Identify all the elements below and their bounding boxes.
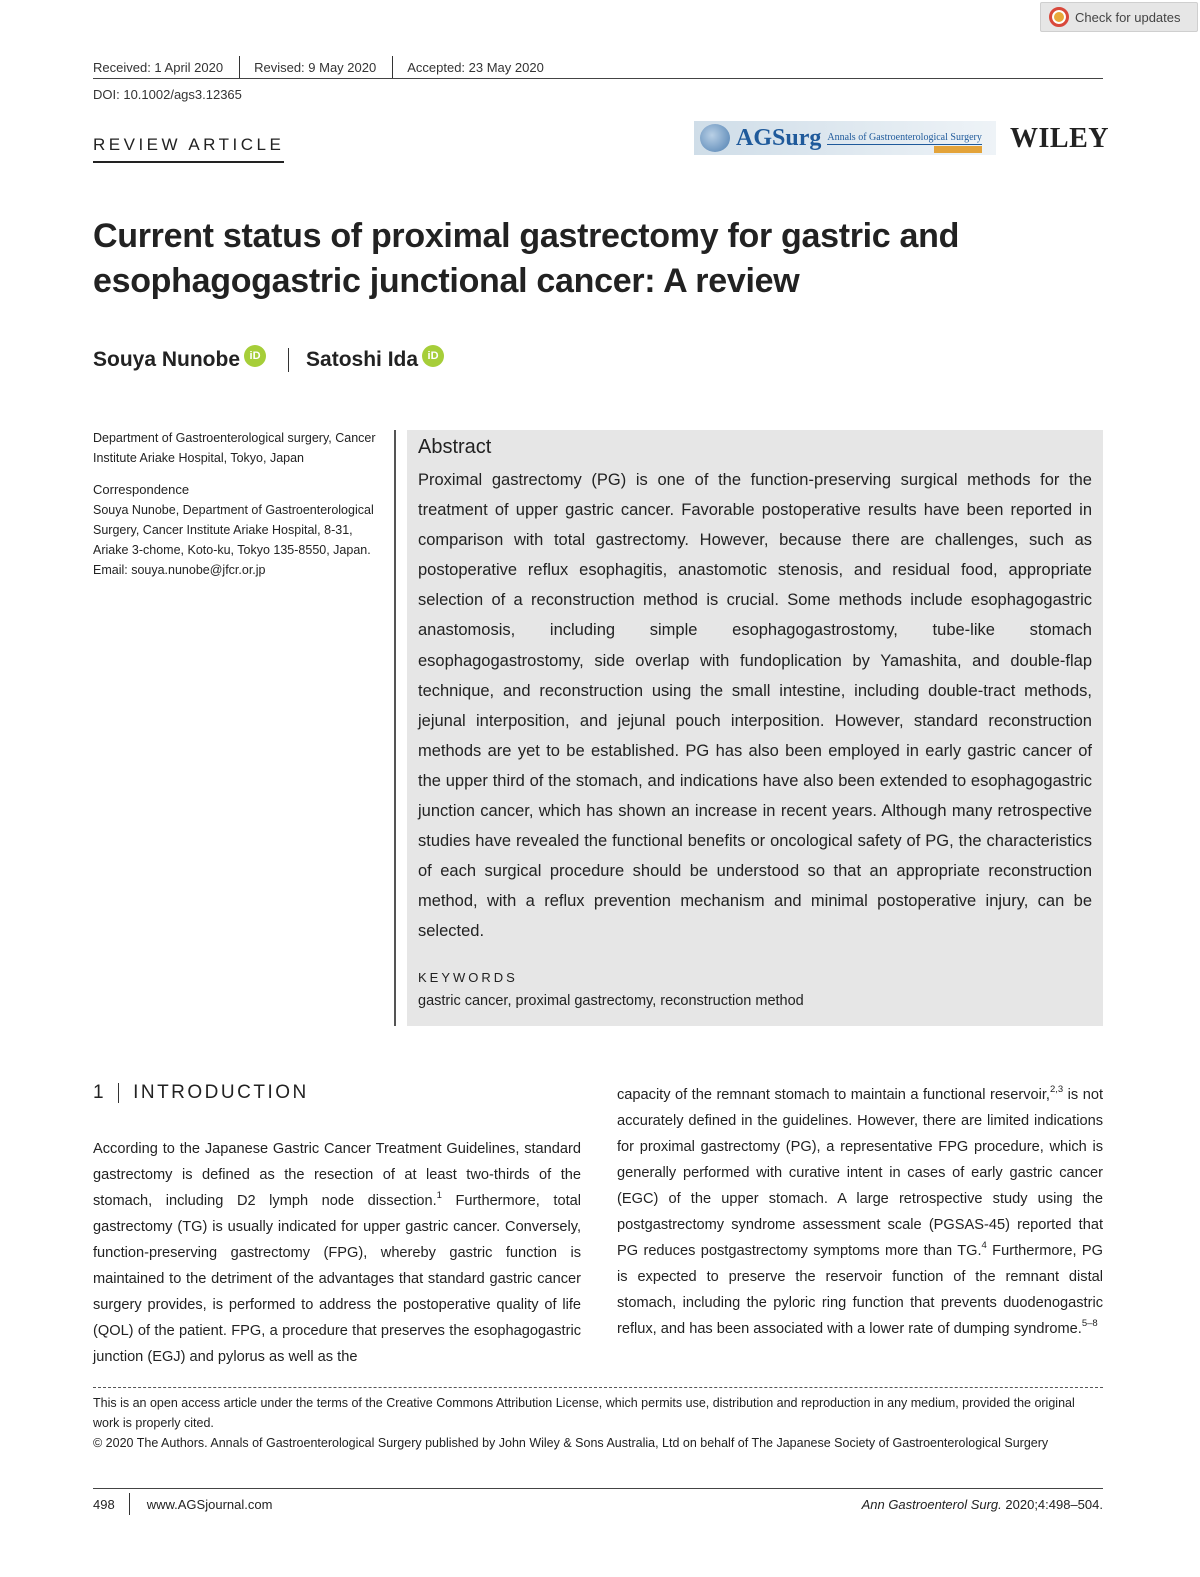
logo-accent-bar xyxy=(934,146,982,153)
body-text: According to the Japanese Gastric Cancer Treatment Guidelines, standard gastrectomy is defined as the resection of at least two-thirds of the stomach, including D2 lymph node dissection. xyxy=(93,1141,581,1209)
abstract-panel xyxy=(407,430,1103,1026)
citation-volume: 2020;4:498–504. xyxy=(1001,1496,1103,1512)
divider xyxy=(129,1493,130,1515)
divider xyxy=(392,56,393,78)
check-for-updates-label: Check for updates xyxy=(1075,9,1181,25)
intro-right-column xyxy=(617,1082,1103,1342)
license-text: This is an open access article under the terms of the Creative Commons Attribution License, which permits use, distribution and reproduction in any medium, provided the original work is properly cited. xyxy=(93,1396,1075,1430)
author-info xyxy=(93,428,383,580)
citation xyxy=(862,1497,1103,1512)
divider xyxy=(239,56,240,78)
reference-link[interactable]: 4 xyxy=(981,1240,987,1252)
abstract-body: Proximal gastrectomy (PG) is one of the function-preserving surgical methods for the treatment of upper gastric cancer. Favorable postoperative results have been reported in comparison with total gastrectomy. However, because there are challenges, such as postoperative reflux esophagitis, anastomotic stenosis, and residual food, appropriate selection of a reconstruction method is crucial. Some methods include esophagogastric anastomosis, including simple esophagogastrostomy, tube-like stomach esophagogastrostomy, side overlap with fundoplication by Yamashita, and double-flap technique, and reconstruction using the small intestine, including double-tract methods, jejunal interposition, and jejunal pouch interposition. However, standard reconstruction methods are yet to be established. PG has also been employed in early gastric cancer of the upper third of the stomach, and indications have also been extended to esophagogastric junction cancer, which has shown an increase in recent years. Although many retrospective studies have revealed the functional benefits or oncological safety of PG, the characteristics of each surgical procedure should be understood so that an appropriate reconstruction method, with a reflux prevention mechanism and minimal postoperative injury, can be selected. xyxy=(418,471,1092,941)
keywords-list: gastric cancer, proximal gastrectomy, reconstruction method xyxy=(418,992,804,1009)
body-text: Furthermore, total gastrectomy (TG) is usually indicated for upper gastric cancer. Conversely, function-preserving gastrectomy (FPG), whereby gastric function is maintained to the detriment of the advantages that standard gastric cancer surgery provides, is performed to address the postoperative quality of life (QOL) of the patient. FPG, a procedure that preserves the esophagogastric junction (EGJ) and pylorus as well as the xyxy=(93,1193,581,1365)
intro-left-column xyxy=(93,1136,581,1370)
orcid-icon[interactable]: iD xyxy=(244,345,266,367)
correspondence-text: Souya Nunobe, Department of Gastroenterological Surgery, Cancer Institute Ariake Hospital, 8-31, Ariake 3-chome, Koto-ku, Tokyo 135-8550, Japan. xyxy=(93,503,374,557)
revised-date: Revised: 9 May 2020 xyxy=(254,59,377,75)
divider xyxy=(118,1083,119,1103)
page-footer xyxy=(93,1493,1103,1515)
reference-link[interactable]: 1 xyxy=(436,1190,442,1202)
journal-url[interactable]: www.AGSjournal.com xyxy=(146,1496,273,1512)
accepted-date: Accepted: 23 May 2020 xyxy=(407,59,544,75)
page-number: 498 xyxy=(93,1496,115,1512)
journal-abbrev: Ann Gastroenterol Surg. xyxy=(861,1496,1002,1512)
article-title: Current status of proximal gastrectomy for gastric and esophagogastric junctional cancer: A review xyxy=(93,217,960,300)
author-name[interactable]: Souya Nunobe xyxy=(93,348,241,371)
article-history xyxy=(93,57,1103,77)
body-text: Furthermore, PG is expected to preserve the reservoir function of the remnant distal stomach, including the pyloric ring function that prevents duodenogastric reflux, and has been associated with a lower rate of dumping syndrome. xyxy=(617,1243,1103,1337)
article-type: REVIEW ARTICLE xyxy=(93,135,284,163)
publisher-logo: WILEY xyxy=(1010,123,1109,154)
globe-icon xyxy=(700,124,730,152)
correspondence-email[interactable]: Email: souya.nunobe@jfcr.or.jp xyxy=(93,563,266,577)
body-text: is not accurately defined in the guidelines. However, there are limited indications for proximal gastrectomy (PG), a representative FPG procedure, which is generally performed with curative intent in cases of early gastric cancer (EGC) of the upper stomach. A large retrospective study using the postgastrectomy syndrome assessment scale (PGSAS-45) reported that PG reduces postgastrectomy symptoms more than TG. xyxy=(617,1087,1103,1259)
section-heading xyxy=(93,1082,309,1104)
keywords-heading: KEYWORDS xyxy=(418,969,518,985)
author-list xyxy=(93,348,444,372)
orcid-icon[interactable]: iD xyxy=(422,345,444,367)
footer-rule xyxy=(93,1488,1103,1489)
license-divider xyxy=(93,1387,1103,1388)
affiliation: Department of Gastroenterological surgery, Cancer Institute Ariake Hospital, Tokyo, Japan xyxy=(93,431,376,465)
journal-logo-name: AGSurg xyxy=(736,124,822,151)
copyright-text: © 2020 The Authors. Annals of Gastroenterological Surgery published by John Wiley & Sons Australia, Ltd on behalf of The Japanese Society of Gastroenterological Surgery xyxy=(93,1436,1049,1450)
journal-logo-subtitle xyxy=(827,132,982,145)
column-divider xyxy=(394,430,396,1026)
reference-link[interactable]: 5–8 xyxy=(1081,1318,1098,1330)
section-number: 1 xyxy=(93,1082,107,1103)
journal-logo xyxy=(694,121,996,155)
body-text: capacity of the remnant stomach to maintain a functional reservoir, xyxy=(617,1087,1050,1103)
header-rule xyxy=(93,78,1103,79)
divider xyxy=(288,348,289,372)
correspondence-heading: Correspondence xyxy=(93,482,190,497)
check-for-updates-button[interactable] xyxy=(1040,2,1198,32)
doi[interactable]: DOI: 10.1002/ags3.12365 xyxy=(93,87,242,102)
journal-logo-subtitle-text: Annals of Gastroenterological Surgery xyxy=(827,131,982,143)
license-notice xyxy=(93,1393,1103,1453)
reference-link[interactable]: 2,3 xyxy=(1049,1084,1064,1096)
received-date: Received: 1 April 2020 xyxy=(93,59,224,75)
section-title: INTRODUCTION xyxy=(133,1082,309,1103)
crossmark-icon xyxy=(1049,7,1069,27)
author-name[interactable]: Satoshi Ida xyxy=(306,348,419,371)
abstract-heading: Abstract xyxy=(418,436,492,458)
